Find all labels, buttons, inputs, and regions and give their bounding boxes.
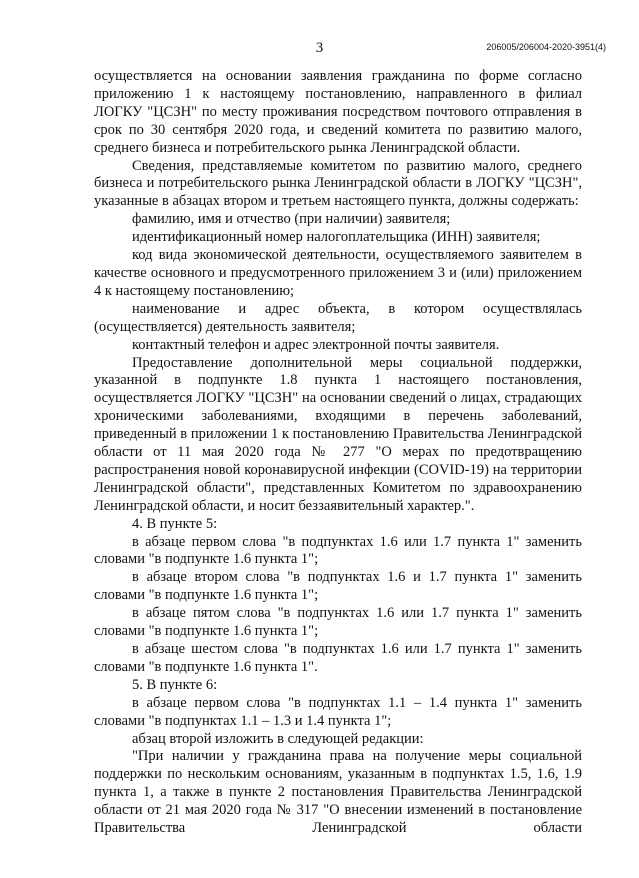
paragraph-continuation: осуществляется на основании заявления гражданина по форме согласно приложению 1 к настоящему постановлению, направленного в филиал ЛОГКУ "ЦСЗН" по месту проживания посредством почтового отправления в срок по 30 сентября 2020 года, и сведений комитета по развитию малого, среднего бизнеса и потребительского рынка Ленинградской области. bbox=[94, 68, 582, 156]
clause-4-heading: 4. В пункте 5: bbox=[132, 515, 218, 532]
clause-5-heading: 5. В пункте 6: bbox=[132, 676, 218, 693]
clause-5-new-text: "При наличии у гражданина права на получение меры социальной поддержки по нескольким основаниям, указанным в подпунктах 1.5, 1.6, 1.9 пункта 1, а также в пункте 2 постановления Правительства Ленинградской области от 21 мая 2020 года № 317 "О внесении изменений в постановление Правительства Ленинградской области bbox=[94, 748, 582, 837]
document-body bbox=[94, 68, 582, 838]
list-item-contacts: контактный телефон и адрес электронной почты заявителя. bbox=[132, 336, 500, 353]
document-code: 206005/206004-2020-3951(4) bbox=[486, 42, 606, 52]
list-item-full-name: фамилию, имя и отчество (при наличии) заявителя; bbox=[132, 211, 451, 228]
clause-5-item-2: абзац второй изложить в следующей редакции: bbox=[132, 730, 424, 747]
clause-5-item-1: в абзаце первом слова "в подпунктах 1.1 – 1.4 пункта 1" заменить словами "в подпунктах 1.1 – 1.3 и 1.4 пункта 1"; bbox=[94, 694, 582, 729]
page-number: 3 bbox=[315, 40, 324, 56]
list-item-activity-code: код вида экономической деятельности, осуществляемого заявителем в качестве основного и предусмотренного приложением 3 и (или) приложением 4 к настоящему постановлению; bbox=[94, 247, 582, 299]
clause-4-item-2: в абзаце втором слова "в подпунктах 1.6 и 1.7 пункта 1" заменить словами "в подпункте 1.6 пункта 1"; bbox=[94, 569, 582, 604]
paragraph-additional-measure: Предоставление дополнительной меры социальной поддержки, указанной в подпункте 1.8 пункта 1 настоящего постановления, осуществляется ЛОГКУ "ЦСЗН" на основании сведений о лицах, страдающих хроническими заболеваниями, входящими в перечень заболеваний, приведенный в приложении 1 к постановлению Правительства Ленинградской области от 11 мая 2020 года № 277 "О мерах по предотвращению распространения новой коронавирусной инфекции (COVID-19) на территории Ленинградской области", представленных Комитетом по здравоохранению Ленинградской области, и носит беззаявительный характер.". bbox=[94, 354, 582, 514]
list-item-object-address: наименование и адрес объекта, в котором осуществлялась (осуществляется) деятельность заявителя; bbox=[94, 300, 582, 335]
clause-4-item-4: в абзаце шестом слова "в подпунктах 1.6 или 1.7 пункта 1" заменить словами "в подпункте 1.6 пункта 1". bbox=[94, 641, 582, 675]
list-item-inn: идентификационный номер налогоплательщика (ИНН) заявителя; bbox=[132, 229, 541, 246]
clause-4-item-1: в абзаце первом слова "в подпунктах 1.6 или 1.7 пункта 1" заменить словами "в подпункте 1.6 пункта 1"; bbox=[94, 533, 582, 568]
clause-4-item-3: в абзаце пятом слова "в подпунктах 1.6 или 1.7 пункта 1" заменить словами "в подпункте 1.6 пункта 1"; bbox=[94, 605, 582, 640]
paragraph-info-composition: Сведения, представляемые комитетом по развитию малого, среднего бизнеса и потребительского рынка Ленинградской области в ЛОГКУ "ЦСЗН", указанные в абзацах втором и третьем настоящего пункта, должны содержать: bbox=[94, 157, 582, 210]
